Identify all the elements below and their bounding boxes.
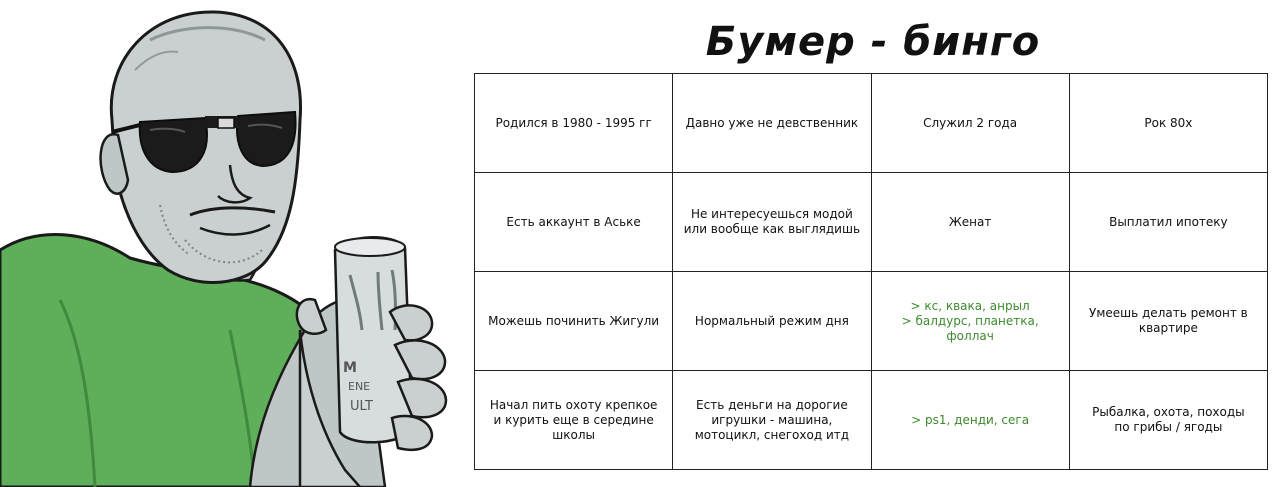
bingo-row [475, 74, 1268, 173]
can-label-line-2: ENE [348, 380, 371, 393]
bingo-row [475, 371, 1268, 470]
bingo-cell: Есть деньги на дорогие игрушки - машина, мотоцикл, снегоход итд [673, 371, 871, 470]
bingo-cell: Можешь починить Жигули [475, 272, 673, 371]
bingo-cell: Нормальный режим дня [673, 272, 871, 371]
bingo-row [475, 272, 1268, 371]
bingo-cell: Служил 2 года [871, 74, 1069, 173]
bingo-cell: Рыбалка, охота, походы по грибы / ягоды [1069, 371, 1267, 470]
can-label-line-1: M [343, 360, 357, 376]
bingo-cell: Рок 80х [1069, 74, 1267, 173]
bingo-cell: Есть аккаунт в Аське [475, 173, 673, 272]
energy-drink-can [335, 237, 412, 442]
bingo-cell-consoles: > ps1, денди, сега [871, 371, 1069, 470]
boomer-illustration [0, 0, 470, 487]
bingo-cell: Женат [871, 173, 1069, 272]
bingo-cell-games: > кс, квака, анрыл > балдурс, планетка, фоллач [871, 272, 1069, 371]
bingo-cell: Начал пить охоту крепкое и курить еще в середине школы [475, 371, 673, 470]
bingo-cell: Родился в 1980 - 1995 гг [475, 74, 673, 173]
bingo-cell: Умеешь делать ремонт в квартире [1069, 272, 1267, 371]
bingo-cell: Давно уже не девственник [673, 74, 871, 173]
bingo-cell: Выплатил ипотеку [1069, 173, 1267, 272]
bingo-cell: Не интересуешься модой или вообще как выглядишь [673, 173, 871, 272]
bingo-row [475, 173, 1268, 272]
page-title: Бумер - бинго [705, 19, 1041, 65]
bingo-grid [474, 73, 1268, 470]
can-label-line-3: ULT [350, 399, 373, 414]
